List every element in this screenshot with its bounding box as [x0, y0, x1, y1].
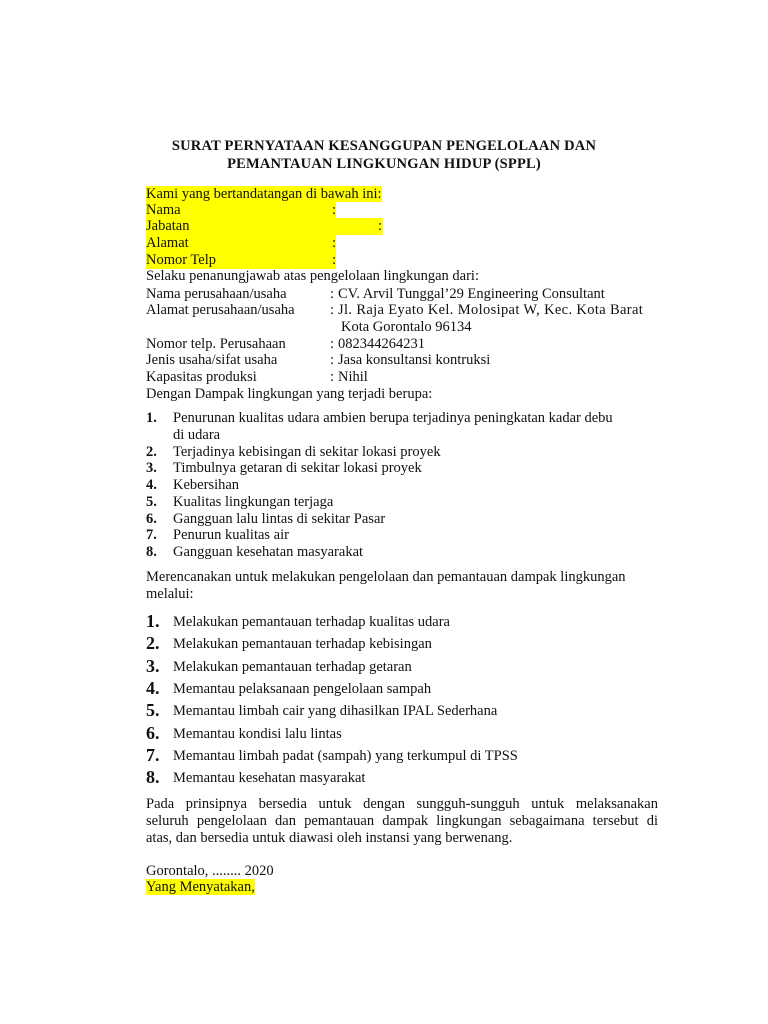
impact-number: 6.: [146, 511, 157, 527]
intro-text: Kami yang bertandatangan di bawah ini:: [146, 186, 382, 202]
company-capacity-label: Kapasitas produksi: [146, 369, 257, 385]
impact-number: 3.: [146, 460, 157, 476]
impact-number: 2.: [146, 444, 157, 460]
plan-number: 3.: [146, 656, 160, 676]
signer-name-row: [146, 202, 336, 219]
document-title-line-1: SURAT PERNYATAAN KESANGGUPAN PENGELOLAAN DAN: [171, 138, 597, 154]
impact-number: 8.: [146, 544, 157, 560]
impact-text: Timbulnya getaran di sekitar lokasi proyek: [173, 460, 422, 476]
company-type-sep: :: [330, 352, 335, 368]
plan-text: Memantau pelaksanaan pengelolaan sampah: [173, 681, 432, 697]
signer-name-label: Nama: [146, 202, 181, 218]
impact-number: 5.: [146, 494, 157, 510]
company-name-label: Nama perusahaan/usaha: [146, 286, 287, 302]
plan-number: 2.: [146, 633, 160, 653]
closing-line-1: Pada prinsipnya bersedia untuk dengan sungguh-sungguh untuk melaksanakan: [146, 796, 658, 812]
impact-intro: Dengan Dampak lingkungan yang terjadi berupa:: [146, 386, 433, 402]
impact-text: Terjadinya kebisingan di sekitar lokasi proyek: [173, 444, 441, 460]
company-phone-sep: :: [330, 336, 335, 352]
signer-position-row: [146, 218, 383, 235]
signer-phone-sep: :: [332, 252, 337, 268]
intro-line: [146, 186, 382, 203]
company-phone-row: [146, 336, 425, 353]
impact-text: Penurunan kualitas udara ambien berupa terjadinya peningkatan kadar debu: [173, 410, 613, 426]
impact-text: Gangguan kesehatan masyarakat: [173, 544, 364, 560]
signer-phone-row: [146, 252, 336, 269]
company-phone-label: Nomor telp. Perusahaan: [146, 336, 286, 352]
place-date: Gorontalo, ........ 2020: [146, 863, 274, 879]
signer-address-sep: :: [332, 235, 337, 251]
plan-text: Melakukan pemantauan terhadap kebisingan: [173, 636, 432, 652]
responsible-line: Selaku penanungjawab atas pengelolaan lingkungan dari:: [146, 268, 479, 284]
company-address-row: [146, 302, 643, 319]
plan-text: Melakukan pemantauan terhadap getaran: [173, 659, 412, 675]
impact-text: Gangguan lalu lintas di sekitar Pasar: [173, 511, 386, 527]
plan-text: Memantau kondisi lalu lintas: [173, 726, 342, 742]
plan-number: 4.: [146, 678, 160, 698]
impact-text: Kebersihan: [173, 477, 240, 493]
plan-number: 5.: [146, 700, 160, 720]
closing-line-2: seluruh pengelolaan dan pemantauan dampak lingkungan sebagaimana tersebut di: [146, 813, 658, 829]
plan-number: 8.: [146, 767, 160, 787]
plan-text: Melakukan pemantauan terhadap kualitas udara: [173, 614, 450, 630]
plan-number: 7.: [146, 745, 160, 765]
company-name-value: CV. Arvil Tunggal’29 Engineering Consultant: [338, 286, 605, 302]
plan-intro-line-1: Merencanakan untuk melakukan pengelolaan dan pemantauan dampak lingkungan: [146, 569, 626, 585]
plan-text: Memantau limbah cair yang dihasilkan IPAL Sederhana: [173, 703, 498, 719]
signer-position-sep: :: [378, 218, 383, 234]
signer-phone-label: Nomor Telp: [146, 252, 217, 268]
company-type-value: Jasa konsultansi kontruksi: [338, 352, 491, 368]
plan-number: 1.: [146, 611, 160, 631]
impact-number: 1.: [146, 410, 157, 426]
plan-text: Memantau limbah padat (sampah) yang terkumpul di TPSS: [173, 748, 518, 764]
signed-by-text: Yang Menyatakan,: [146, 879, 255, 895]
company-phone-value: 082344264231: [338, 336, 425, 352]
company-capacity-row: [146, 369, 368, 386]
document-title-line-2: PEMANTAUAN LINGKUNGAN HIDUP (SPPL): [227, 156, 541, 172]
company-name-row: [146, 286, 605, 303]
impact-text: Penurun kualitas air: [173, 527, 289, 543]
company-address-sep: :: [330, 302, 335, 318]
company-type-label: Jenis usaha/sifat usaha: [146, 352, 278, 368]
signer-address-label: Alamat: [146, 235, 189, 251]
impact-number: 7.: [146, 527, 157, 543]
company-address-value-1: Jl. Raja Eyato Kel. Molosipat W, Kec. Kota Barat: [338, 302, 644, 318]
company-capacity-value: Nihil: [338, 369, 368, 385]
plan-text: Memantau kesehatan masyarakat: [173, 770, 366, 786]
impact-text-continuation: di udara: [173, 427, 221, 443]
company-type-row: [146, 352, 490, 369]
plan-intro-line-2: melalui:: [146, 586, 194, 602]
signed-by-line: [146, 879, 255, 896]
signer-name-sep: :: [332, 202, 337, 218]
company-address-label: Alamat perusahaan/usaha: [146, 302, 295, 318]
company-name-sep: :: [330, 286, 335, 302]
plan-number: 6.: [146, 723, 160, 743]
impact-number: 4.: [146, 477, 157, 493]
impact-text: Kualitas lingkungan terjaga: [173, 494, 334, 510]
company-address-value-2: Kota Gorontalo 96134: [341, 319, 472, 335]
company-capacity-sep: :: [330, 369, 335, 385]
closing-paragraph: [146, 796, 658, 847]
signer-position-label: Jabatan: [146, 218, 190, 234]
closing-line-3: atas, dan bersedia untuk diawasi oleh instansi yang berwenang.: [146, 830, 513, 846]
signer-address-row: [146, 235, 336, 252]
